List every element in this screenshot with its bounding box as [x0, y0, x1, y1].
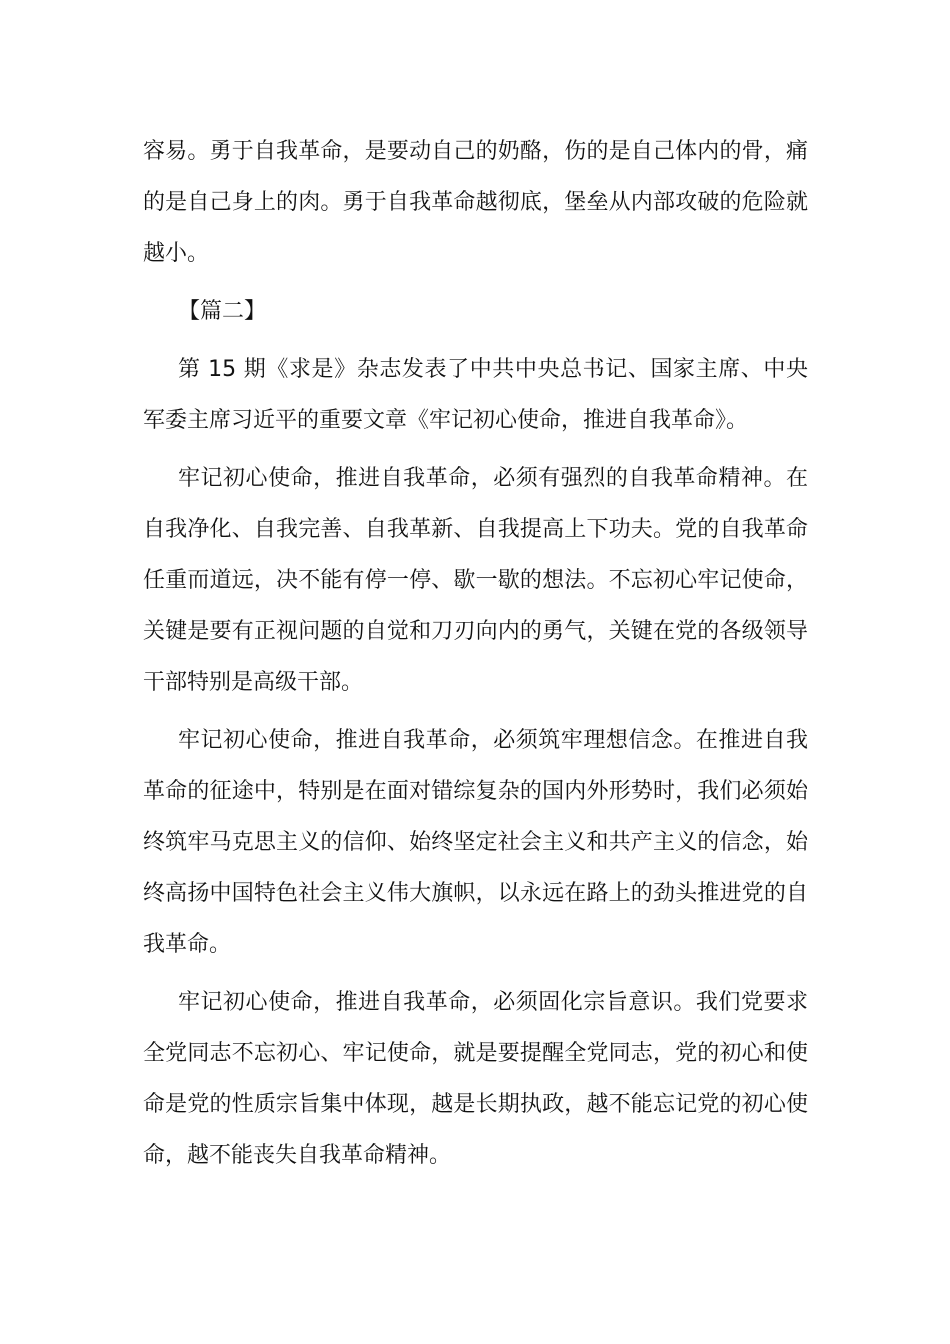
section-heading: 【篇二】: [178, 299, 267, 324]
paragraph-spirit: 牢记初心使命，推进自我革命，必须有强烈的自我革命精神。在自我净化、自我完善、自我革新、自我提高上下功夫。党的自我革命任重而道远，决不能有停一停、歇一歇的想法。不忘初心牢记使命，关键是要有正视问题的自觉和刀刃向内的勇气，关键在党的各级领导干部特别是高级干部。: [143, 466, 808, 695]
paragraph-ideals: 牢记初心使命，推进自我革命，必须筑牢理想信念。在推进自我革命的征途中，特别是在面对错综复杂的国内外形势时，我们必须始终筑牢马克思主义的信仰、始终坚定社会主义和共产主义的信念，始终高扬中国特色社会主义伟大旗帜，以永远在路上的劲头推进党的自我革命。: [143, 728, 808, 957]
paragraph-intro: 第 15 期《求是》杂志发表了中共中央总书记、国家主席、中央军委主席习近平的重要文章《牢记初心使命，推进自我革命》。: [143, 357, 808, 433]
document-body: [143, 126, 808, 1188]
paragraph-continuation: 容易。勇于自我革命，是要动自己的奶酪，伤的是自己体内的骨，痛的是自己身上的肉。勇于自我革命越彻底，堡垒从内部攻破的危险就越小。: [143, 139, 808, 266]
paragraph-purpose: 牢记初心使命，推进自我革命，必须固化宗旨意识。我们党要求全党同志不忘初心、牢记使命，就是要提醒全党同志，党的初心和使命是党的性质宗旨集中体现，越是长期执政，越不能忘记党的初心使命，越不能丧失自我革命精神。: [143, 990, 808, 1168]
